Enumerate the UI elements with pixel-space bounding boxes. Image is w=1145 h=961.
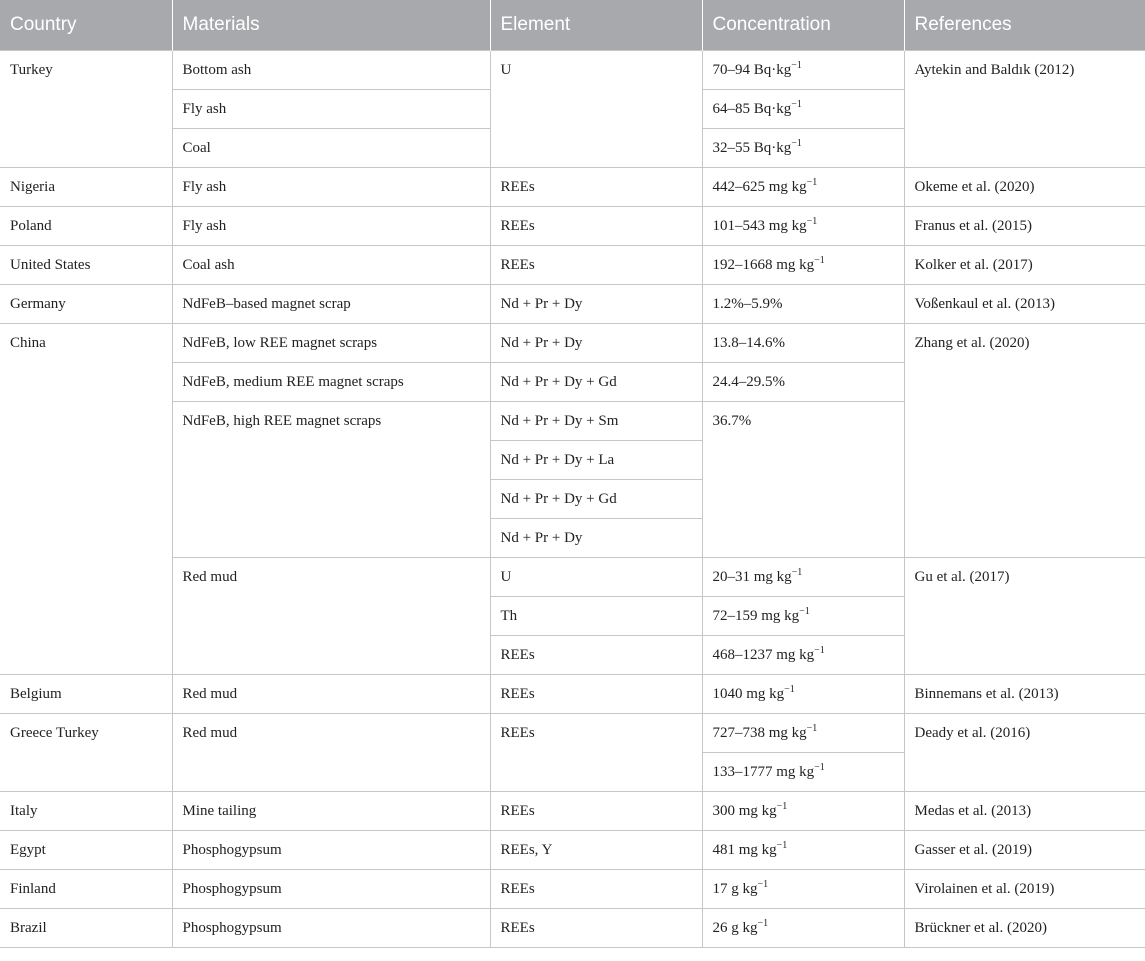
table-row [0,285,1145,324]
material-cell: NdFeB–based magnet scrap [172,285,490,324]
reference-cell: Gasser et al. (2019) [904,831,1145,870]
table-row [0,207,1145,246]
material-cell: Phosphogypsum [172,909,490,948]
country-cell: Nigeria [0,168,172,207]
table-row [0,675,1145,714]
country-cell: Finland [0,870,172,909]
element-cell: U [490,558,702,597]
material-cell: Bottom ash [172,51,490,90]
concentration-cell: 442–625 mg $kg^{-1}$ [702,168,904,207]
concentration-cell: 64–85 $Bq\cdot kg^{-1}$ [702,90,904,129]
table-row [0,168,1145,207]
element-cell: Nd + Pr + Dy [490,285,702,324]
table-row [0,558,1145,597]
country-cell: Greece Turkey [0,714,172,792]
material-cell: Fly ash [172,168,490,207]
reference-cell: Gu et al. (2017) [904,558,1145,675]
table-row [0,870,1145,909]
country-cell: Germany [0,285,172,324]
concentration-cell: 727–738 mg $kg^{-1}$ [702,714,904,753]
concentration-cell: 17 g $kg^{-1}$ [702,870,904,909]
material-cell: Fly ash [172,90,490,129]
header-country: Country [0,0,172,51]
reference-cell: Franus et al. (2015) [904,207,1145,246]
concentration-cell: 70–94 $Bq\cdot kg^{-1}$ [702,51,904,90]
concentration-cell: 24.4–29.5% [702,363,904,402]
element-cell: REEs [490,207,702,246]
reference-cell: Brückner et al. (2020) [904,909,1145,948]
material-cell: Phosphogypsum [172,870,490,909]
table-row [0,51,1145,90]
reference-cell: Deady et al. (2016) [904,714,1145,792]
country-cell: Belgium [0,675,172,714]
country-cell: Brazil [0,909,172,948]
element-cell: REEs [490,870,702,909]
concentration-cell: 1040 mg $kg^{-1}$ [702,675,904,714]
country-cell: United States [0,246,172,285]
element-cell: REEs [490,246,702,285]
concentration-cell: 192–1668 mg $kg^{-1}$ [702,246,904,285]
reference-cell: Binnemans et al. (2013) [904,675,1145,714]
header-references: References [904,0,1145,51]
concentration-cell: 32–55 $Bq\cdot kg^{-1}$ [702,129,904,168]
country-cell: China [0,324,172,675]
reference-cell: Medas et al. (2013) [904,792,1145,831]
concentration-cell: 101–543 mg $kg^{-1}$ [702,207,904,246]
country-cell: Egypt [0,831,172,870]
concentration-cell: 300 mg $kg^{-1}$ [702,792,904,831]
concentration-cell: 133–1777 mg $kg^{-1}$ [702,753,904,792]
material-cell: Red mud [172,675,490,714]
concentration-cell: 1.2%–5.9% [702,285,904,324]
element-cell: Nd + Pr + Dy + Gd [490,480,702,519]
table-row [0,831,1145,870]
material-cell: Coal ash [172,246,490,285]
element-cell: REEs [490,636,702,675]
element-cell: REEs [490,714,702,792]
element-cell: Nd + Pr + Dy [490,324,702,363]
material-cell: NdFeB, high REE magnet scraps [172,402,490,558]
table-row [0,792,1145,831]
element-cell: Nd + Pr + Dy + La [490,441,702,480]
concentration-cell: 481 mg $kg^{-1}$ [702,831,904,870]
header-materials: Materials [172,0,490,51]
material-cell: Phosphogypsum [172,831,490,870]
table-row [0,246,1145,285]
reference-cell: Aytekin and Baldık (2012) [904,51,1145,168]
country-cell: Poland [0,207,172,246]
header-row [0,0,1145,51]
element-cell: Nd + Pr + Dy + Gd [490,363,702,402]
element-cell: REEs [490,168,702,207]
concentration-cell: 20–31 mg $kg^{-1}$ [702,558,904,597]
element-cell: U [490,51,702,168]
element-cell: Th [490,597,702,636]
reference-cell: Zhang et al. (2020) [904,324,1145,558]
element-cell: REEs, Y [490,831,702,870]
concentration-cell: 26 g $kg^{-1}$ [702,909,904,948]
element-cell: REEs [490,909,702,948]
reference-cell: Okeme et al. (2020) [904,168,1145,207]
material-cell: Red mud [172,558,490,675]
material-cell: Red mud [172,714,490,792]
material-cell: Mine tailing [172,792,490,831]
header-element: Element [490,0,702,51]
concentration-cell: 36.7% [702,402,904,558]
table-row [0,324,1145,363]
material-cell: NdFeB, medium REE magnet scraps [172,363,490,402]
header-concentration: Concentration [702,0,904,51]
element-cell: Nd + Pr + Dy + Sm [490,402,702,441]
concentration-cell: 468–1237 mg $kg^{-1}$ [702,636,904,675]
country-cell: Turkey [0,51,172,168]
reference-cell: Kolker et al. (2017) [904,246,1145,285]
table-row [0,714,1145,753]
material-cell: Fly ash [172,207,490,246]
reference-cell: Virolainen et al. (2019) [904,870,1145,909]
table-row [0,909,1145,948]
material-cell: Coal [172,129,490,168]
material-cell: NdFeB, low REE magnet scraps [172,324,490,363]
concentration-cell: 72–159 mg $kg^{-1}$ [702,597,904,636]
country-cell: Italy [0,792,172,831]
reference-cell: Voßenkaul et al. (2013) [904,285,1145,324]
element-cell: REEs [490,675,702,714]
concentration-cell: 13.8–14.6% [702,324,904,363]
element-cell: REEs [490,792,702,831]
element-cell: Nd + Pr + Dy [490,519,702,558]
